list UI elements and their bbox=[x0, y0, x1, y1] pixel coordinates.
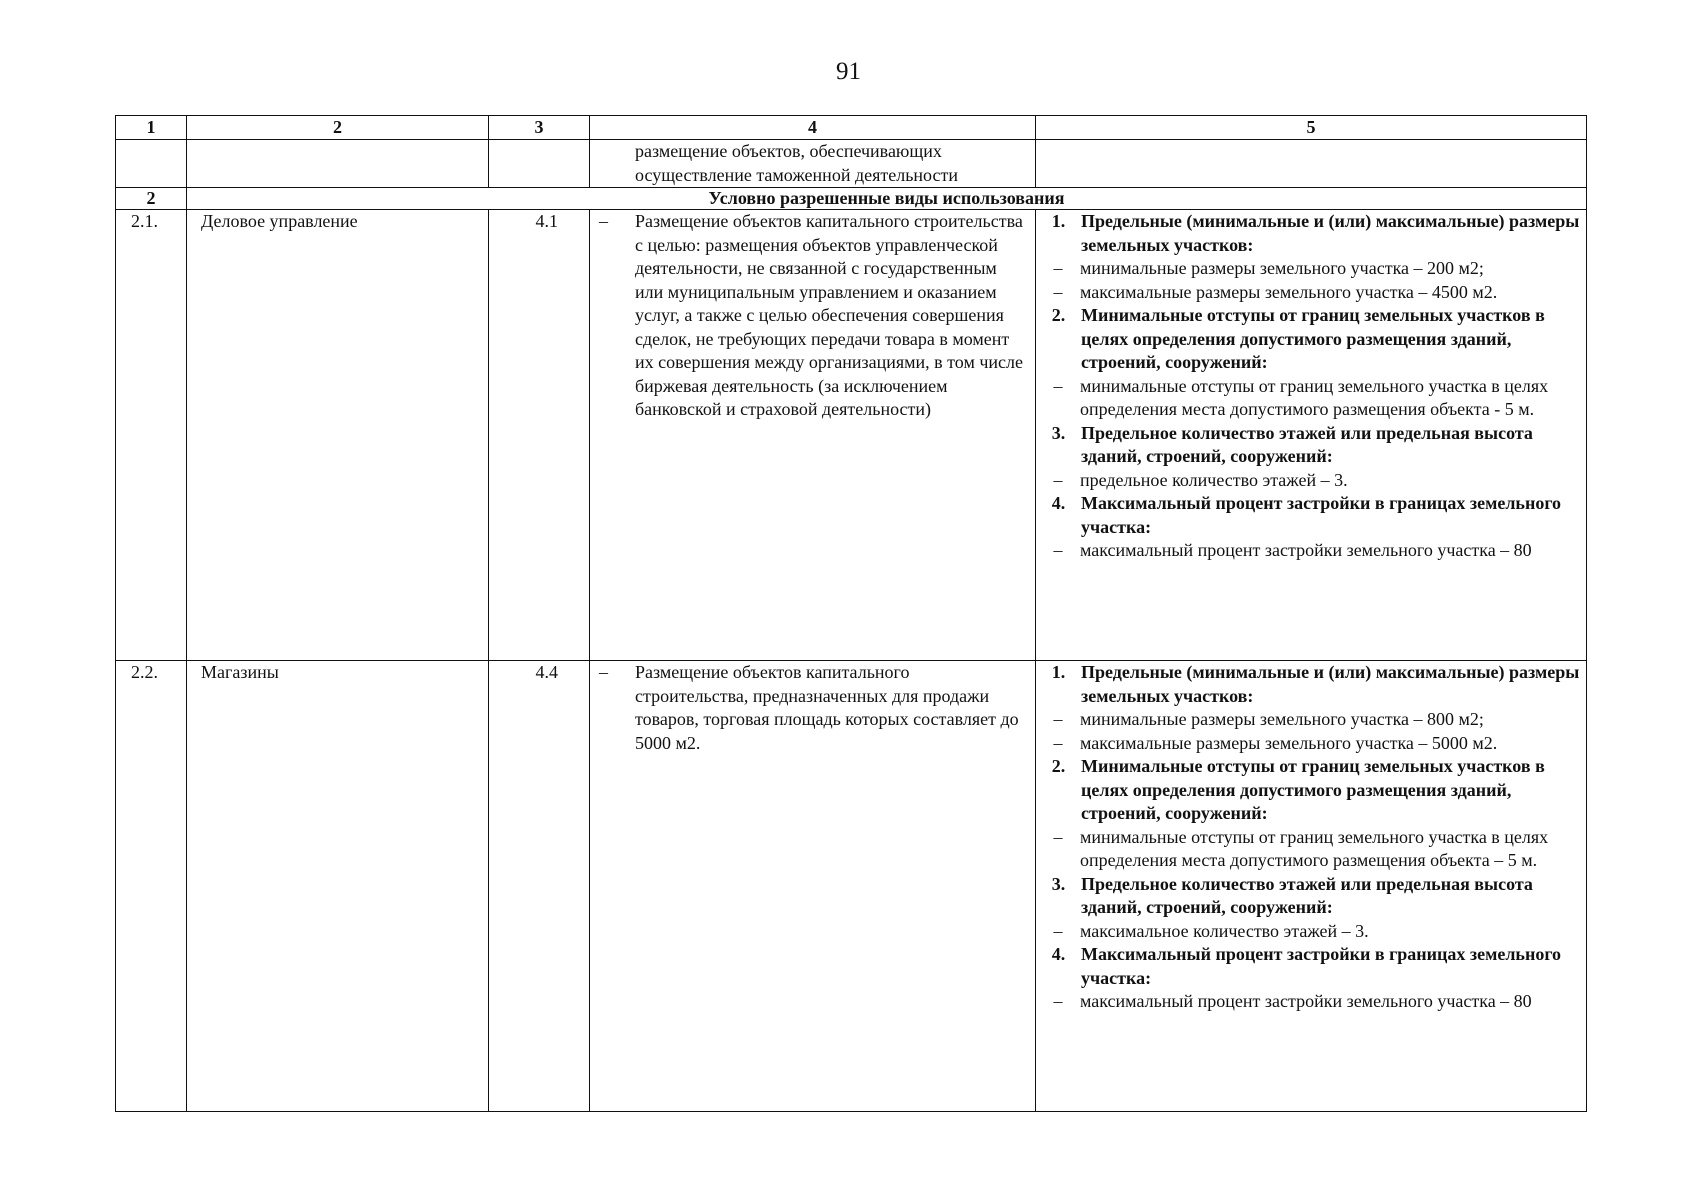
reg-number: 1. bbox=[1051, 211, 1066, 231]
reg-item: минимальные размеры земельного участка – 200 м2; bbox=[1080, 258, 1484, 278]
header-col-1: 1 bbox=[116, 116, 187, 140]
section-number: 2 bbox=[116, 188, 187, 210]
reg-item: максимальные размеры земельного участка – 4500 м2. bbox=[1080, 281, 1498, 302]
reg-item: максимальные размеры земельного участка – 5000 м2. bbox=[1080, 732, 1498, 753]
header-col-3: 3 bbox=[489, 116, 590, 140]
use-description: Размещение объектов капитального строительства с целью: размещения объектов управленческой деятельности, не связанной с государственным или муниципальным управлением и оказанием услуг, а также с целью обеспечения совершения сделок, не требующих передачи товара в момент их совершения между организациями, в том числе биржевая деятельность (за исключением банковской и страховой деятельности) bbox=[635, 211, 1024, 419]
column-number-header bbox=[116, 116, 1587, 140]
reg-number: 4. bbox=[1051, 493, 1066, 513]
table-row bbox=[116, 210, 1587, 661]
dash-marker: – bbox=[1053, 469, 1063, 490]
header-col-2: 2 bbox=[187, 116, 489, 140]
header-col-5: 5 bbox=[1036, 116, 1587, 140]
reg-number: 4. bbox=[1051, 944, 1066, 964]
section-row bbox=[116, 188, 1587, 210]
reg-number: 2. bbox=[1051, 756, 1066, 776]
dash-marker: – bbox=[1053, 709, 1063, 729]
reg-title: Предельное количество этажей или предельная высота зданий, строений, сооружений: bbox=[1081, 873, 1533, 917]
dash-marker: – bbox=[1053, 826, 1063, 847]
section-title: Условно разрешенные виды использования bbox=[187, 188, 1587, 210]
dash-marker: – bbox=[1053, 375, 1063, 396]
dash-marker: – bbox=[1053, 732, 1063, 753]
reg-number: 1. bbox=[1051, 662, 1066, 682]
use-code: 4.1 bbox=[489, 210, 590, 661]
reg-item: минимальные отступы от границ земельного участка в целях определения места допустимого размещения объекта - 5 м. bbox=[1080, 375, 1549, 419]
reg-number: 3. bbox=[1051, 873, 1066, 894]
reg-item: минимальные отступы от границ земельного участка в целях определения места допустимого размещения объекта – 5 м. bbox=[1080, 826, 1549, 870]
reg-number: 2. bbox=[1051, 305, 1066, 325]
continuation-line: размещение объектов, обеспечивающих bbox=[635, 141, 942, 161]
reg-item: максимальный процент застройки земельного участка – 80 bbox=[1080, 540, 1532, 560]
dash-marker: – bbox=[599, 662, 608, 682]
reg-number: 3. bbox=[1051, 422, 1066, 443]
table-row bbox=[116, 661, 1587, 1112]
use-code: 4.4 bbox=[489, 661, 590, 1112]
dash-marker: – bbox=[1053, 540, 1063, 560]
header-col-4: 4 bbox=[590, 116, 1036, 140]
use-description: Размещение объектов капитального строительства, предназначенных для продажи товаров, торговая площадь которых составляет до 5000 м2. bbox=[635, 662, 1019, 753]
use-name: Магазины bbox=[187, 661, 489, 1112]
dash-marker: – bbox=[1053, 258, 1063, 278]
reg-title: Предельное количество этажей или предельная высота зданий, строений, сооружений: bbox=[1081, 422, 1533, 466]
reg-item: максимальный процент застройки земельного участка – 80 bbox=[1080, 991, 1532, 1011]
reg-title: Предельные (минимальные и (или) максимальные) размеры земельных участков: bbox=[1081, 211, 1580, 255]
regulations-cell bbox=[1036, 661, 1587, 1112]
zoning-table bbox=[115, 115, 1587, 1112]
reg-title: Максимальный процент застройки в границах земельного участка: bbox=[1081, 944, 1562, 988]
reg-item: предельное количество этажей – 3. bbox=[1080, 469, 1348, 490]
reg-title: Максимальный процент застройки в границах земельного участка: bbox=[1081, 493, 1562, 537]
page-number: 91 bbox=[836, 58, 861, 85]
dash-marker: – bbox=[1053, 281, 1063, 302]
dash-marker: – bbox=[599, 211, 608, 231]
regulations-cell bbox=[1036, 210, 1587, 661]
use-name: Деловое управление bbox=[187, 210, 489, 661]
reg-item: максимальное количество этажей – 3. bbox=[1080, 920, 1369, 941]
continuation-row bbox=[116, 140, 1587, 188]
reg-item: минимальные размеры земельного участка – 800 м2; bbox=[1080, 709, 1484, 729]
row-number: 2.1. bbox=[116, 210, 187, 661]
dash-marker: – bbox=[1053, 920, 1063, 941]
continuation-line: осуществление таможенной деятельности bbox=[635, 164, 958, 185]
dash-marker: – bbox=[1053, 991, 1063, 1011]
reg-title: Минимальные отступы от границ земельных участков в целях определения допустимого размещения зданий, строений, сооружений: bbox=[1081, 756, 1545, 823]
reg-title: Предельные (минимальные и (или) максимальные) размеры земельных участков: bbox=[1081, 662, 1580, 706]
reg-title: Минимальные отступы от границ земельных участков в целях определения допустимого размещения зданий, строений, сооружений: bbox=[1081, 305, 1545, 372]
row-number: 2.2. bbox=[116, 661, 187, 1112]
